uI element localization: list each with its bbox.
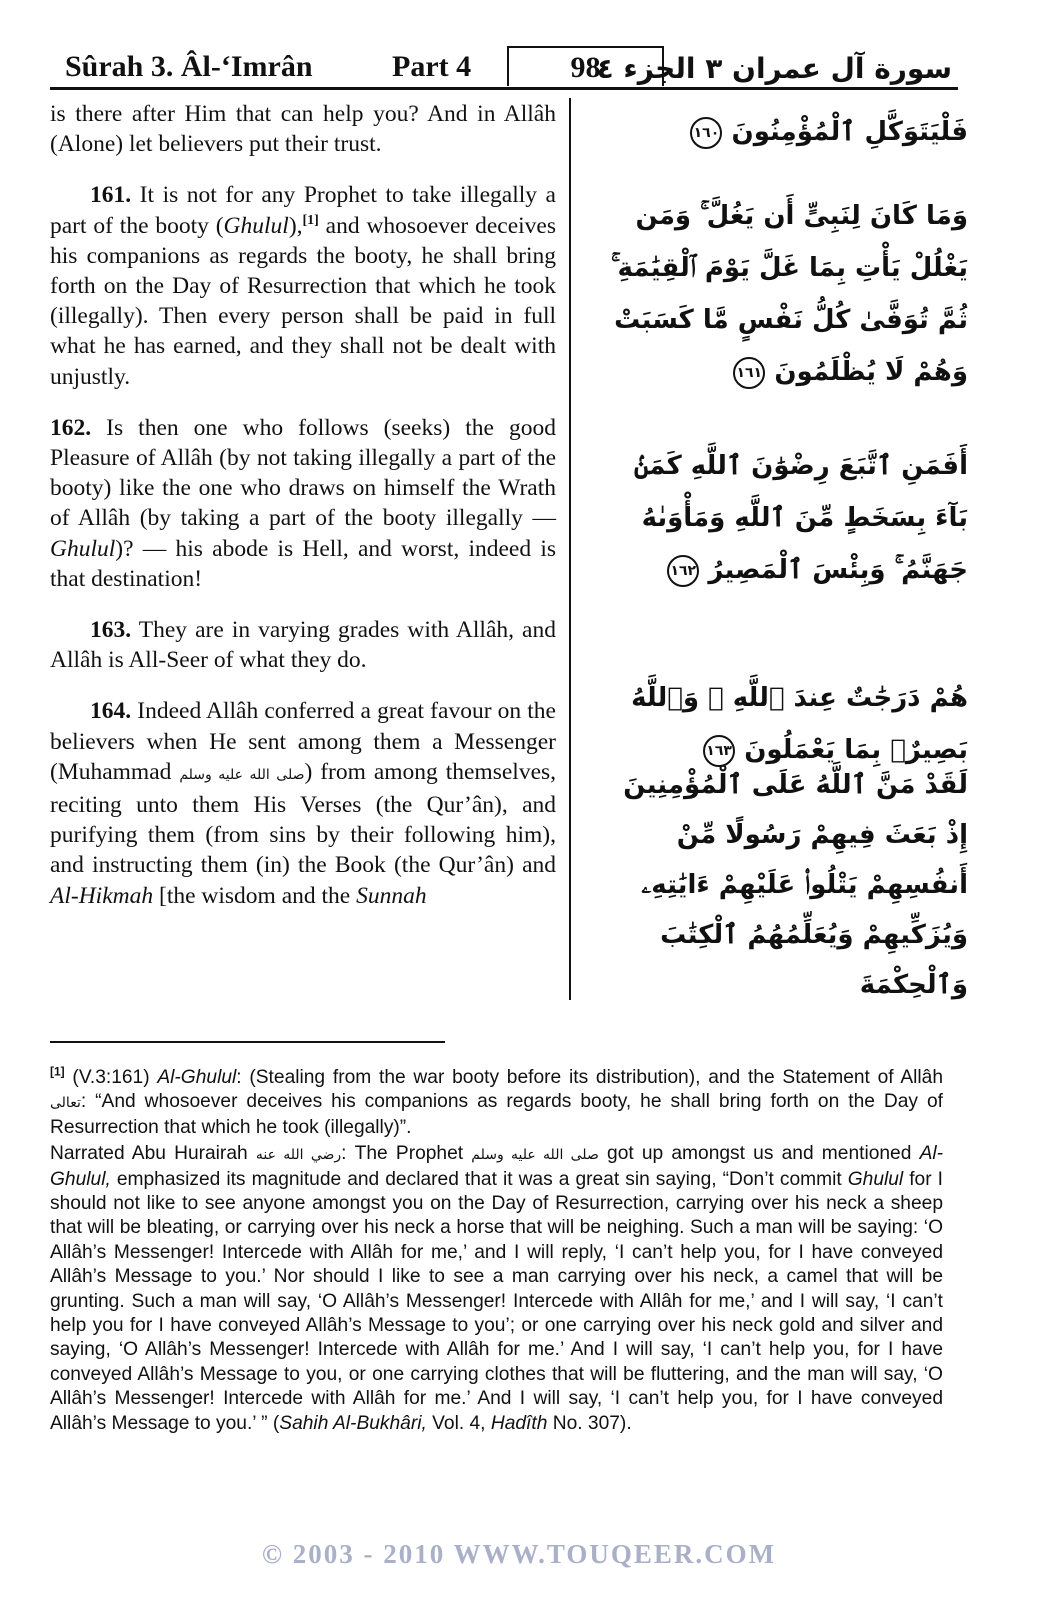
verse-text: ), — [288, 212, 303, 239]
verse-164-translation — [50, 696, 556, 910]
arabic-verse-text: أَفَمَنِ ٱتَّبَعَ رِضْوَٰنَ ٱللَّهِ كَمَنۢ بَآءَ بِسَخَطٍ مِّنَ ٱللَّهِ وَمَأْوَىٰهُ جَهَنَّمُ ۚ وَبِئْسَ ٱلْمَصِيرُ — [633, 451, 968, 585]
footnote-text: : (Stealing from the war booty before its distribution), and the Statement of Allâh — [236, 1067, 943, 1088]
verse-163-translation — [50, 615, 556, 675]
verse-number: 164. — [90, 698, 132, 725]
verse-text: Is then one who follows (seeks) the good Pleasure of Allâh (by not taking illegally a part of the booty) like the one who draws on himself the Wrath of Allâh (by taking a part of the booty illegally — — [50, 414, 556, 532]
verse-marker-icon: ١٦٣ — [703, 735, 735, 767]
verse-text: )? — his abode is Hell, and worst, indeed is that destination! — [50, 535, 556, 592]
footnotes — [50, 1066, 943, 1436]
footnote-text: : The Prophet — [341, 1143, 472, 1165]
footnote-text: Narrated Abu Hurairah — [50, 1143, 256, 1165]
arabic-verse-text: هُمْ دَرَجَٰتٌ عِندَ ٱللَّهِ ۗ وَٱللَّهُ بَصِيرٌۢ بِمَا يَعْمَلُونَ — [631, 683, 968, 765]
italic-term: Sahih Al-Bukhâri, — [279, 1412, 427, 1434]
footnote-text: : “And whosoever deceives his companions as regards booty, he shall bring forth on the Day of Resurrection that which he took (illegally)”. — [50, 1091, 943, 1138]
footnote-text: (V.3:161) — [64, 1067, 158, 1088]
verse-text: Indeed Allâh conferred a great favour on the believers when He sent among them a Messenger (Muhammad — [50, 698, 556, 785]
italic-term: Al-Hikmah — [50, 882, 154, 909]
italic-term: Al-Ghulul, — [50, 1143, 944, 1190]
italic-term: Ghulul — [223, 212, 289, 239]
italic-term: Ghulul — [50, 535, 116, 562]
italic-term: Ghulul — [847, 1168, 904, 1190]
verse-number: 163. — [90, 617, 132, 644]
footnote-text: for I should not like to see anyone amongst you on the Day of Resurrection, carrying over his neck a sheep that will be bleating, or carrying over his neck a horse that will be neighing. Such a man will be saying: ‘O Allâh’s Messenger! Intercede with Allâh for me,’ and I will reply, ‘I can’t help you, for I have conveyed Allâh’s Message to you.’ Nor should I like to see a man carrying over his neck, a camel that will be grunting. Such a man will say, ‘O Allâh’s Messenger! Intercede with Allâh for me,’ and I will say, ‘I can’t help you for I have conveyed Allâh’s Message to you’; or one carrying over his neck gold and silver and saying, ‘O Allâh’s Messenger! Intercede with Allâh for me.’ And I will say, ‘I can’t help you, for I have conveyed Allâh’s Message to you, or one carrying clothes that will be fluttering, and the man will say, ‘O Allâh’s Messenger! Intercede with Allâh for me.’ And I will say, ‘I can’t help you, for I have conveyed Allâh’s Message to you.’ ” ( — [50, 1168, 943, 1434]
verse-marker-icon: ١٦١ — [733, 357, 765, 389]
verse-160-continuation — [50, 99, 556, 159]
footnote-text: got up amongst us and mentioned — [598, 1143, 920, 1165]
italic-term: Al-Ghulul — [157, 1067, 237, 1088]
verse-marker-icon: ١٦٠ — [690, 117, 722, 149]
footnote-text: emphasized its magnitude and declared that it was a great sin saying, “Don’t commit — [110, 1168, 848, 1190]
footnote-1-intro — [50, 1066, 943, 1140]
verse-text: It is not for any Prophet to take illegally a part of the booty ( — [50, 182, 556, 239]
page-number: 98 — [507, 46, 664, 86]
footnote-reference[interactable]: [1] — [302, 212, 319, 228]
footnote-rule — [50, 1041, 445, 1043]
arabic-salutation: صلى الله عليه وسلم — [471, 1147, 599, 1164]
verse-162-translation — [50, 413, 556, 594]
verse-number: 161. — [90, 182, 132, 209]
arabic-honorific: تعالى — [50, 1095, 81, 1112]
verse-text: is there after Him that can help you? And in Allâh (Alone) let believers put their trust. — [50, 101, 556, 158]
arabic-verse-160 — [598, 106, 968, 158]
footnote-1-hadith — [50, 1142, 943, 1436]
arabic-verse-text: لَقَدْ مَنَّ ٱللَّهُ عَلَى ٱلْمُؤْمِنِينَ إِذْ بَعَثَ فِيهِمْ رَسُولًا مِّنْ أَنفُسِهِمْ يَتْلُوا۟ عَلَيْهِمْ ءَايَٰتِهِۦ وَيُزَكِّيهِمْ وَيُعَلِّمُهُمُ ٱلْكِتَٰبَ وَٱلْحِكْمَةَ — [623, 770, 968, 1000]
verse-text: They are in varying grades with Allâh, and Allâh is All-Seer of what they do. — [50, 617, 556, 674]
footnote-text: Vol. 4, — [426, 1412, 491, 1434]
verse-text: and whosoever deceives his companions as regards the booty, he shall bring forth on the Day of Resurrection that which he took (illegally). Then every person shall be paid in full what he has earned, and they shall not be dealt with unjustly. — [50, 212, 556, 390]
arabic-salutation: صلى الله عليه وسلم — [179, 766, 305, 783]
column-divider — [569, 98, 571, 1000]
english-translation-column — [50, 99, 556, 911]
copyright-notice: © 2003 - 2010 WWW.TOUQEER.COM — [261, 1539, 777, 1569]
part-label: Part 4 — [392, 50, 472, 83]
header-rule — [50, 87, 958, 90]
surah-title: Sûrah 3. Âl-‘Imrân — [65, 50, 313, 83]
arabic-verse-text: وَمَا كَانَ لِنَبِىٍّ أَن يَغُلَّ ۚ وَمَن يَغْلُلْ يَأْتِ بِمَا غَلَّ يَوْمَ ٱلْقِيَٰمَةِ ۚ ثُمَّ تُوَفَّىٰ كُلُّ نَفْسٍ مَّا كَسَبَتْ وَهُمْ لَا يُظْلَمُونَ — [611, 201, 968, 387]
arabic-verse-164 — [598, 760, 968, 1010]
footnote-text: No. 307). — [547, 1412, 632, 1434]
verse-text: ) from among themselves, reciting unto them His Verses (the Qur’ân), and purifying them (from sins by their following him), and instructing them (in) the Book (the Qur’ân) and — [50, 758, 557, 879]
verse-marker-icon: ١٦٢ — [667, 555, 699, 587]
arabic-verse-162 — [598, 440, 968, 596]
verse-161-translation — [50, 180, 556, 391]
arabic-verse-text: فَلْيَتَوَكَّلِ ٱلْمُؤْمِنُونَ — [731, 117, 968, 147]
arabic-honorific: رضي الله عنه — [255, 1147, 342, 1164]
arabic-header-title: سورة آل عمران ٣ الجزء ٤ — [596, 52, 952, 85]
italic-term: Sunnah — [356, 882, 427, 909]
arabic-verse-161 — [598, 190, 968, 398]
verse-number: 162. — [50, 414, 92, 441]
italic-term: Hadîth — [490, 1412, 548, 1434]
footnote-mark: [1] — [50, 1064, 65, 1079]
verse-text: [the wisdom and the — [153, 882, 357, 909]
